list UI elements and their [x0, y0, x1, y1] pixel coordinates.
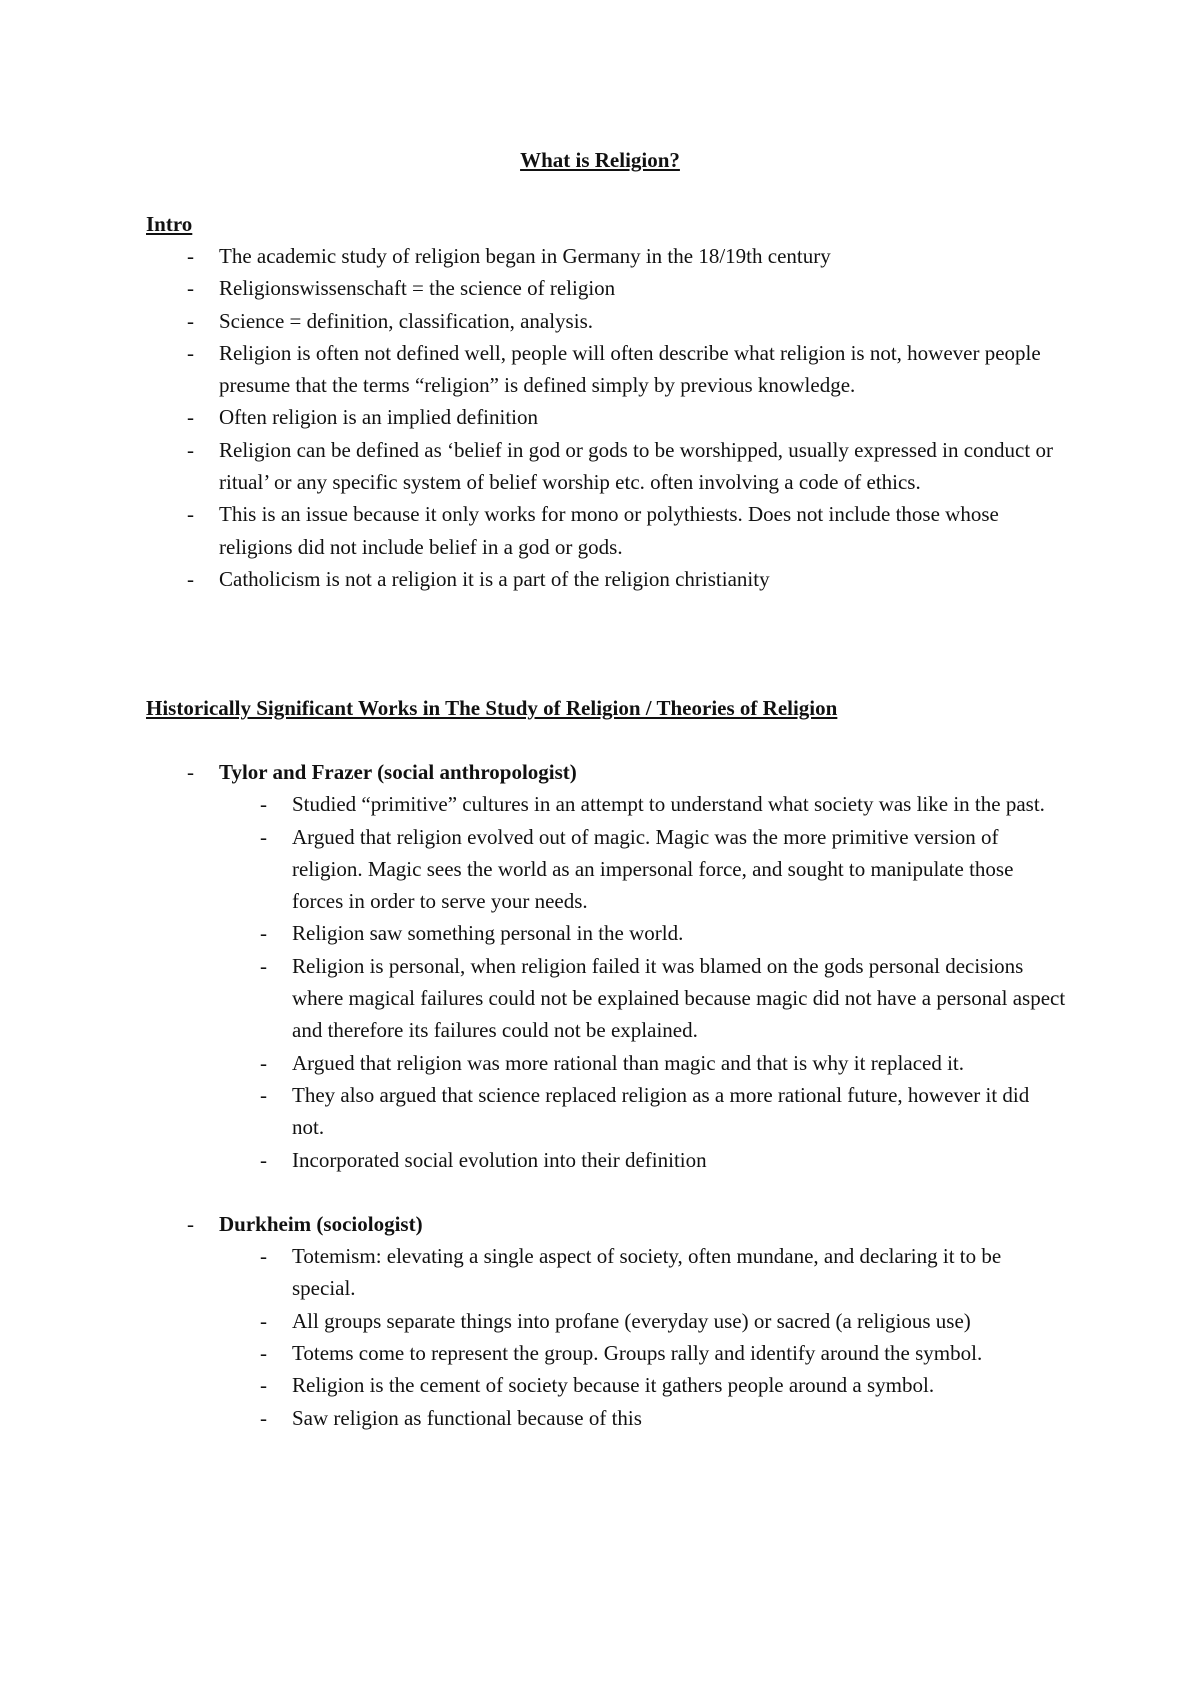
list-item: - Argued that religion was more rational than magic and that is why it replaced it. [219, 1047, 1066, 1079]
bullet-dash: - [260, 1308, 267, 1333]
works-heading: Historically Significant Works in The Study of Religion / Theories of Religion [146, 696, 838, 720]
bullet-dash: - [187, 566, 194, 591]
theorist-name: Tylor and Frazer (social anthropologist) [219, 760, 577, 784]
list-item: - Argued that religion evolved out of magic. Magic was the more primitive version of religion. Magic sees the world as an impersonal force, and sought to manipulate those forces in order to serve your needs. [219, 821, 1066, 918]
list-item: - They also argued that science replaced religion as a more rational future, however it did not. [219, 1079, 1066, 1144]
page-title: What is Religion? [520, 148, 680, 172]
theorist-name: Durkheim (sociologist) [219, 1211, 423, 1236]
bullet-dash: - [260, 1341, 267, 1366]
bullet-dash: - [260, 1373, 267, 1398]
spacer [146, 1176, 1066, 1208]
bullet-dash: - [260, 921, 267, 946]
list-item: - Totemism: elevating a single aspect of society, often mundane, and declaring it to be special. [219, 1240, 1066, 1305]
bullet-dash: - [260, 1244, 267, 1269]
bullet-dash: - [260, 1082, 267, 1107]
theorist-list [146, 756, 1066, 1434]
bullet-dash: - [260, 1405, 267, 1430]
list-item: - Science = definition, classification, analysis. [146, 305, 1066, 337]
bullet-dash: - [187, 308, 194, 333]
bullet-dash: - [187, 276, 194, 301]
list-item: - Studied “primitive” cultures in an attempt to understand what society was like in the past. [219, 788, 1066, 820]
bullet-dash: - [260, 1147, 267, 1172]
bullet-dash: - [187, 437, 194, 462]
theorist-item [146, 756, 1066, 1176]
list-item: - Totems come to represent the group. Groups rally and identify around the symbol. [219, 1337, 1066, 1369]
theorist-points [219, 1240, 1066, 1434]
intro-list [146, 240, 1066, 595]
list-item: - The academic study of religion began in Germany in the 18/19th century [146, 240, 1066, 272]
bullet-dash: - [260, 792, 267, 817]
bullet-dash: - [187, 405, 194, 430]
theorist-points [219, 788, 1066, 1176]
list-item: - Catholicism is not a religion it is a part of the religion christianity [146, 563, 1066, 595]
list-item: - Saw religion as functional because of this [219, 1402, 1066, 1434]
bullet-dash: - [260, 1050, 267, 1075]
list-item: - All groups separate things into profane (everyday use) or sacred (a religious use) [219, 1305, 1066, 1337]
bullet-dash: - [187, 340, 194, 365]
list-item: - Religion saw something personal in the world. [219, 917, 1066, 949]
bullet-dash: - [260, 953, 267, 978]
theorist-item [146, 1208, 1066, 1434]
bullet-dash: - [260, 824, 267, 849]
list-item: - Religion is often not defined well, people will often describe what religion is not, however people presume that the terms “religion” is defined simply by previous knowledge. [146, 337, 1066, 402]
list-item: - Often religion is an implied definition [146, 401, 1066, 433]
bullet-dash: - [187, 1211, 194, 1236]
bullet-dash: - [187, 244, 194, 268]
list-item: - This is an issue because it only works for mono or polythiests. Does not include those whose religions did not include belief in a god or gods. [146, 498, 1066, 563]
list-item: - Religion is personal, when religion failed it was blamed on the gods personal decisions where magical failures could not be explained because magic did not have a personal aspect and therefore its failures could not be explained. [219, 950, 1066, 1047]
bullet-dash: - [187, 502, 194, 527]
list-item: - Religion can be defined as ‘belief in god or gods to be worshipped, usually expressed in conduct or ritual’ or any specific system of belief worship etc. often involving a code of ethics. [146, 434, 1066, 499]
list-item: - Religion is the cement of society because it gathers people around a symbol. [219, 1369, 1066, 1401]
bullet-dash: - [187, 760, 194, 784]
intro-heading: Intro [146, 212, 193, 236]
list-item: - Religionswissenschaft = the science of religion [146, 272, 1066, 304]
list-item: - Incorporated social evolution into their definition [219, 1144, 1066, 1176]
